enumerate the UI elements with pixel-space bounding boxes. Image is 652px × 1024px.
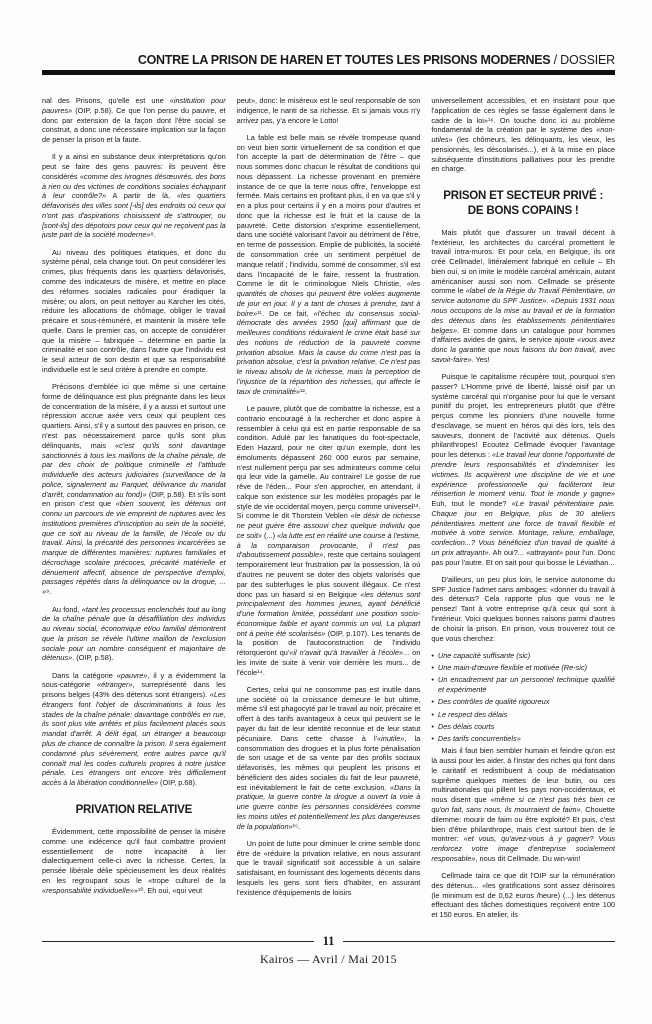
paragraph: nal des Prisons, qu'elle est une «institution pour pauvres» (OIP, p.58). Ce que l'on pense du pauvre, et donc par extension de la façon dont l'être social se construit, a donc une nécessaire implication sur la façon de penser la prison et la faute. [42, 96, 226, 145]
page-header [42, 51, 615, 69]
header-rule [42, 70, 615, 75]
paragraph: Au fond, «tant les processus enclenchés tout au long de la chaîne pénale que la désaffiliation des individus au niveau social, économique et/ou familial démontrent que la prison se révèle l'ultime maillon de l'exclusion sociale pour un nombre conséquent et majoritaire de détenus». (OIP, p.58). [42, 604, 226, 663]
section-heading: PRISON ET SECTEUR PRIVÉ : DE BONS COPAINS ! [443, 190, 604, 217]
bullet-icon: • [431, 675, 434, 685]
bullet-icon: • [431, 734, 434, 744]
paragraph: Mais plutôt que d'assurer un travail décent à l'extérieur, les architectes du carcéral promettent le travail intra-muros. Et pour cela, en Belgique, ils ont créé Cellmade!, littéralement fabriqué en cellule – Eh bien oui, si on imite le modèle carcéral américain, autant américaniser aussi son nom. Cellmade se présente comme le «label de la Régie du Travail Pénitentiaire, un service autonome du SPF Justice». «Depuis 1931 nous nous occupons de la mise au travail et de la formation des détenus dans les établissements pénitentiaires belges». Et comme dans un catalogue pour hommes d'affaires avides de gains, le service ajoute «vous avez donc la garantie que nous faisons du bon travail, avec savoir-faire». Yes! [431, 227, 615, 364]
paragraph: Le pauvre, plutôt que de combattre la richesse, est a contrario encouragé à la rechercher et donc aspire à ressembler à celui qui est en partie responsable de sa condition. Adulé par les fanatiques du foot-spectacle, Eden Hazard, pour ne citer qu'un exemple, dont les émoluments dépassent 260 000 euros par semaine, n'est nullement perçu par ses admirateurs comme celui qui leur vide la gamelle. Au contraire! Le gosse de rue rêve de l'éden... Pour s'en approcher, en attendant, il calque son existence sur les modèles propagés par le style de vie occidental moyen, perçu comme universel¹³. Si comme le dit Thorstein Veblen «le désir de richesse ne peut guère être assouvi chez quelque individu que ce soit» (...) «la lutte est en réalité une course à l'estime, à la comparaison provocante, il n'est pas d'aboutissement possible», reste que certains soulagent temporairement leur frustration par la possession, là où d'autres ne peuvent se doter des objets valorisés que par des subterfuges le plus souvent illégaux. Ce n'est donc pas un hasard si en Belgique «les détenus sont principalement des hommes jeunes, ayant bénéficié d'une formation limitée, possédant une position socio-économique faible et ayant commis un vol. La plupart ont à peine été scolarisés» (OIP, p.107). Les tenants de la position de l'autoconstruction de l'individu rétorqueront qu'«il n'avait qu'à travailler à l'école»... on les invite de suite à venir voir derrière les murs... de l'école¹⁴. [236, 403, 421, 677]
article-body [42, 96, 615, 928]
list-item: • Le respect des délais [431, 709, 508, 719]
dossier-section-label: / DOSSIER [550, 53, 615, 67]
journal-issue-line: Kairos — Avril / Mai 2015 [260, 952, 397, 966]
paragraph: universellement accessibles, et en insistant pour que l'application de ces règles se fasse également dans le cadre de la loi»¹⁶. On touche donc ici au problème fondamental de la création par le système des «non-utiles» (les chômeurs, les délinquants, les vieux, les pensionnés, les déscolarisés...), et à la mise en place subséquente d'institutions palliatives pour les prendre en charge. [431, 96, 615, 174]
paragraph: Cellmade taira ce que dit l'OIP sur la rémunération des détenus... «les gratifications sont assez dérisoires (le minimum est de 0,62 euros /heure) (...) les détenus effectuant des tâches domestiques reçoivent entre 100 et 150 euros. En atelier, ils [431, 871, 615, 920]
paragraph: Précisons d'emblée ici que même si une certaine forme de délinquance est plus prégnante dans les lieux de concentration de la misère, il y a aussi et surtout une répression accrue axée vers ceux qui peuplent ces quartiers. Ainsi, s'il y a surtout des pauvres en prison, ce n'est pas nécessairement parce qu'ils sont plus délinquants, mais «c'est qu'ils sont davantage sanctionnés à tous les maillons de la chaîne pénale, de par des choix de politique criminelle et l'attitude individuelle des acteurs judiciaires (surveillance de la police, signalement au Parquet, délivrance du mandat d'arrêt, condamnation au fond)» (OIP, p.58). Et s'ils sont en prison c'est que «bien souvent, les détenus ont connu un parcours de vie empreint de ruptures avec les institutions premières d'inscription au sein de la société, que ce soit au niveau de la famille, de l'école ou du travail. Ainsi, la précarité des personnes incarcérées se marque de différentes manières: ruptures familiales et décrochage scolaire précoces, précarité matérielle et dénuement affectif, absence de perspective d'emploi, passages répétés dans la délinquance ou la drogue, ... »⁹. [42, 382, 226, 597]
paragraph: Dans la catégorie «pauvre», il y a évidemment la sous-catégorie «étranger», surreprésenté dans les prisons belges (43% des détenus sont étrangers). «Les étrangers font l'objet de discriminations à tous les stades de la chaîne pénale: davantage contrôlés en rue, ils sont plus vite arrêtés et plus facilement placés sous mandat d'arrêt. A délit égal, un étranger a beaucoup plus de chance de connaître la prison. Il sera également condamné plus sévèrement, entre autres parce qu'il connaît mal les codes culturels propres à notre justice pénale. Les étrangers ont encore très difficilement accès à la libération conditionnelle» (OIP, p.68). [42, 670, 226, 788]
bullet-icon: • [431, 709, 434, 719]
page-number-row [42, 934, 615, 949]
list-item: • Des tarifs concurrentiels» [431, 734, 521, 744]
bullet-icon: • [431, 663, 434, 673]
bullet-icon: • [431, 650, 434, 660]
paragraph: D'ailleurs, un peu plus loin, le service autonome du SPF Justice l'admet sans ambages: «donner du travail à des détenus? Cela rapporte plus que vous ne le pensez! Tant à votre entreprise qu'à ceux qui sont à l'intérieur. Voici quelques bonnes raisons parmi d'autres de choisir la prison. En prison, vous trouverez tout ce que vous cherchez: [431, 574, 615, 643]
paragraph: peut», donc: le miséreux est le seul responsable de son indigence, le nanti de sa richesse. Et si jamais vous n'y arrivez pas, y'a encore le Lotto! [236, 96, 421, 125]
paragraph: La fable est belle mais se révèle trompeuse quand on veut bien sortir virtuellement de sa condition et que l'on accepte la part de détermination de l'être – que nous sommes donc chacun le résultat de conditions qui nous dépassent. La richesse provenant en première instance de ce que la terre nous offre, l'enveloppe est fermée. Mais certains en profitant plus, il en va que s'il y en a plus pour certains il y en a moins pour d'autres et donc que la richesse est le fruit et la cause de la pauvreté. Cette distorsion s'exprime essentiellement, dans une société valorisant l'avoir au détriment de l'être, en terme de possession. Emplie de publicités, la société de consommation crée un sentiment perpétuel de manque relatif ; l'individu, sommé de consommer, s'il est dans l'incapacité de le faire, ressent la frustration. Comme le dit le criminologue Niels Christie, «les quantités de choses qui peuvent être volées augmente de jour en jour. Il y a tant de choses à prendre, tant à boire»¹¹. De ce fait, «l'échec du consensus social-démocrate des années 1950 [qui] affirmant que de meilleures conditions réduiraient le crime était basé sur des notions de réduction de la pauvreté comme privation absolue. Mais la cause du crime n'est pas la privation absolue, c'est la privation relative. Ce n'est pas le niveau absolu de la richesse, mais la perception de l'injustice de la répartition des richesses, qui affecte le taux de criminalité»¹². [236, 132, 421, 396]
list-item: • Des contrôles de qualité rigoureux [431, 697, 550, 707]
paragraph: Un point de lutte pour diminuer le crime semble donc être de «réduire la privation relative, en nous assurant que le travail significatif soit accessible à un salaire satisfaisant, en fournissant des logements décents dans lesquels les gens sont fiers d'habiter, en assurant l'existence d'équipements de loisirs [236, 838, 421, 897]
page-number: 11 [322, 934, 335, 948]
list-item: • Des délais courts [431, 721, 495, 731]
paragraph: Au niveau des politiques étatiques, et donc du système pénal, cela change tout. On peut considérer les crimes, plus fréquents dans les quartiers défavorisés, comme des indicateurs de misère, et mettre en place des réformes sociales radicales pour éradiquer la misère; ou alors, on peut nettoyer au Karcher les cités, réduire les allocations de chômage, obliger le travail précaire et sous-rémunéré, et maintenir la misère telle quelle. Dans le premier cas, on accepte de considérer que la misère – fabriquée – détermine en partie la criminalité et son contrôle, dans l'autre que l'individu est le seul acteur de son destin et que sa responsabilité individuelle est le seul critère à prendre en compte. [42, 247, 226, 374]
paragraph: Mais il faut bien sembler humain et feindre qu'on est là aussi pour les aider, à l'instar des riches qui font dans le caritatif et redistribuent à coup de médiatisation suprême quelques miettes de leur butin, ou ces multinationales qui pillent les pays non-occidentaux, et nous disent que «même si ce n'est pas très bien ce qu'on fait, sans nous, ils mourraient de faim». Chouette dilemme: mourir de faim ou être exploité? Et puis, c'est bien d'être philanthrope, mais c'est surtout bien de le montrer: «et vous, qu'avez-vous à y gagner? Vous renforcez votre image d'entreprise socialement responsable», nous dit Cellmade. Du win-win! [431, 746, 615, 863]
section-heading: PRIVATION RELATIVE [75, 803, 193, 816]
paragraph: Il y a ainsi en substance deux interprétations qu'on peut se faire des gens pauvres: ils peuvent être considérés «comme des ivrognes désœuvrés, des bons à rien ou des victimes de conditions sociales échappant à leur contrôle?» A partir de là, «les quartiers défavorisés des villes sont [-ils] des endroits où ceux qui n'ont pas d'aspirations choisissent de s'attrouper, ou [sont-ils] des dépotoirs pour ceux qui ne reçoivent pas la juste part de la société moderne»⁸. [42, 152, 226, 240]
list-item: • Une main-d'œuvre flexible et motivée (Re-sic) [431, 663, 588, 673]
page-footer [42, 934, 615, 967]
bullet-icon: • [431, 697, 434, 707]
list-item: • Une capacité suffisante (sic) [431, 650, 531, 660]
paragraph: Certes, celui qui ne consomme pas est inutile dans une société où la croissance demeure le but ultime, même s'il est phagocyté par le travail au noir, précaire et offert à des tarifs avantageux à ceux qui peuvent se le payer du fait de leur identité reconnue et de leur statut pécuniaire. Dans cette chasse à l'«inutile», la consommation des drogues et la plus forte pénalisation de son usage et de sa vente par des profils sociaux défavorisés, les mêmes qui peuplent les prisons et bénéficient des aides sociales du fait de leur pauvreté, est inévitablement le fait de cette exclusion. «Dans la pratique, la guerre contre la drogue a ouvert la voie à une guerre contre les personnes considérées comme les moins utiles et potentiellement les plus dangereuses de la population»¹⁵. [236, 684, 421, 831]
paragraph: Puisque le capitalisme récupère tout, pourquoi s'en passer? L'Homme privé de liberté, laissé oisif par un système carcéral qui n'organise pour lui que le versant punitif du projet, les entrepreneurs plutôt que d'être perçus comme les pionniers d'une nouvelle forme d'esclavage, se muent en héros qui dès lors, tels des sauveurs, donnent de l'activité aux détenus. Quels philanthropes! Ecoutez Cellmade évoquer l'avantage pour les détenus : «Le travail leur donne l'opportunité de prendre leurs responsabilités et d'indemniser les victimes. Ils acquièrent une discipline de vie et une expérience professionnelle qui faciliteront leur réinsertion le moment venu. Tout le monde y gagne» Euh, tout le monde? «Le travail pénitentiaire paie. Chaque jour en Belgique, plus de 30 ateliers pénitentiaires mettent une force de travail flexible et motivée à votre service. Montage, reliure, emballage, confection...? Vous bénéficiez d'un travail de qualité à un prix attrayant». Ah oui?... «attrayant» pour l'un. Donc pas pour l'autre. Et on sait pour qui bosse le Léviathan... [431, 372, 615, 567]
text-column-3 [431, 96, 615, 928]
paragraph: Évidemment, cette impossibilité de penser la misère comme une indécence qu'il faut combattre provient essentiellement de notre incapacité à lier dialectiquement celle-ci avec la richesse. Certes, la pensée libérale délie spécieusement les deux réalités en les regroupant sous le «trope culturel de la «responsabilité individuelle»»¹⁰. Eh oui, «qui veut [42, 827, 226, 895]
list-item: • Un encadrement par un personnel technique qualifié et expérimenté [431, 675, 615, 695]
dossier-title: CONTRE LA PRISON DE HAREN ET TOUTES LES PRISONS MODERNES [137, 53, 551, 67]
text-column-2 [237, 96, 421, 928]
text-column-1 [42, 96, 226, 928]
footer-rule-right [343, 941, 615, 942]
footer-rule-left [42, 941, 314, 942]
bullet-icon: • [431, 721, 434, 731]
